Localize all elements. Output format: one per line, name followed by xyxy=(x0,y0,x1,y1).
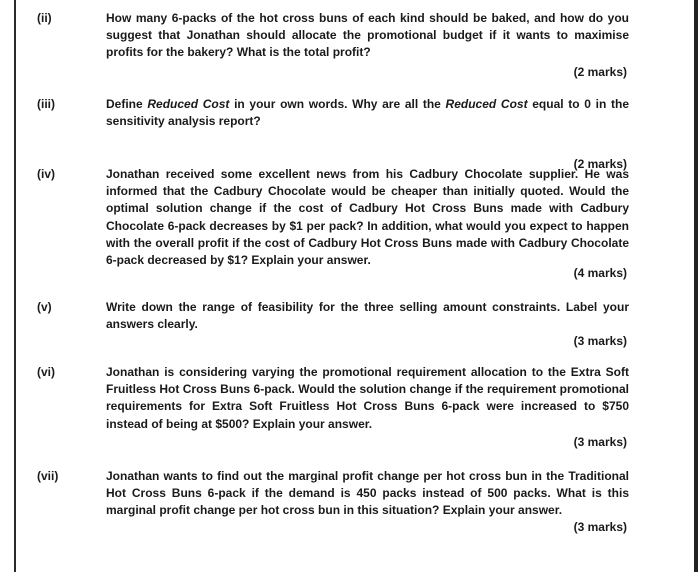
question-text xyxy=(106,96,629,130)
marks-label: (4 marks) xyxy=(573,266,627,280)
question-number: (iv) xyxy=(37,167,55,181)
marks-label: (2 marks) xyxy=(573,157,627,171)
text-segment: in your own words. Why are all the xyxy=(229,97,446,111)
marks-label: (2 marks) xyxy=(573,65,627,79)
question-number: (ii) xyxy=(37,11,52,25)
question-text: Jonathan is considering varying the promotional requirement allocation to the Extra Soft Fruitless Hot Cross Buns 6-pack. Would the solution change if the requirement promotional requirements for Extra Soft Fruitless Hot Cross Buns 6-pack were increased to $750 instead of being at $500? Explain your answer. xyxy=(106,365,629,431)
marks-label: (3 marks) xyxy=(573,435,627,449)
italic-term: Reduced Cost xyxy=(445,97,528,111)
italic-term: Reduced Cost xyxy=(147,97,230,111)
right-border-line xyxy=(694,0,698,572)
question-text: Write down the range of feasibility for the three selling amount constraints. Label your answers clearly. xyxy=(106,300,629,332)
question-text: Jonathan wants to find out the marginal profit change per hot cross bun in the Traditional Hot Cross Buns 6-pack if the demand is 450 packs instead of 500 packs. What is this marginal profit change per hot cross bun in this situation? Explain your answer. xyxy=(106,469,629,518)
text-segment: Define xyxy=(106,97,148,111)
marks-label: (3 marks) xyxy=(573,520,627,534)
left-border-line xyxy=(14,0,16,572)
marks-label: (3 marks) xyxy=(573,334,627,348)
question-text: Jonathan received some excellent news from his Cadbury Chocolate supplier. He was informed that the Cadbury Chocolate would be cheaper than initially quoted. Would the optimal solution change if the cost of Cadbury Hot Cross Buns made with Cadbury Chocolate 6-pack decreases by $1 per pack? In addition, what would you expect to happen with the overall profit if the cost of Cadbury Hot Cross Buns made with Cadbury Chocolate 6-pack decreased by $1? Explain your answer. xyxy=(106,167,629,268)
question-number: (vii) xyxy=(37,469,59,483)
question-number: (v) xyxy=(37,300,52,314)
question-text: How many 6-packs of the hot cross buns of each kind should be baked, and how do you suggest that Jonathan should allocate the promotional budget if it wants to maximise profits for the bakery? What is the total profit? xyxy=(106,11,629,60)
question-number: (iii) xyxy=(37,97,55,111)
text-segment: equal to 0 in the sensitivity analysis report? xyxy=(106,97,629,129)
question-number: (vi) xyxy=(37,365,55,379)
